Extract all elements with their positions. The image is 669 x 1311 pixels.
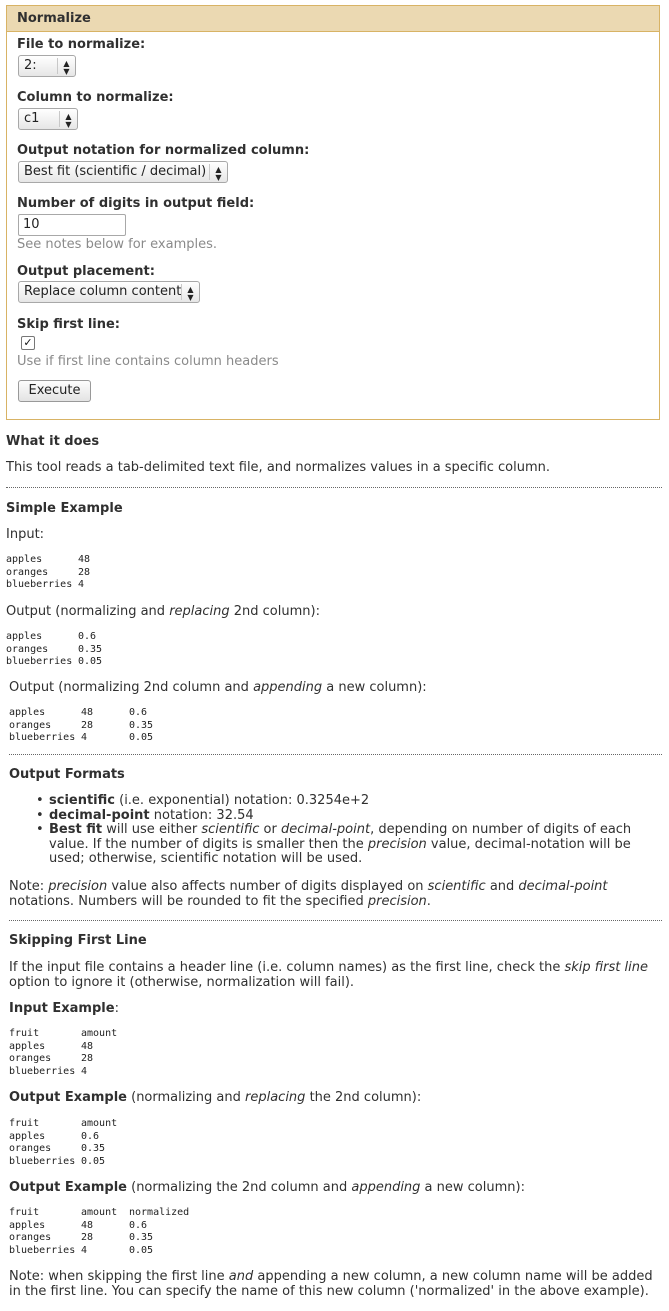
note-emphasis: decimal-point [518, 879, 608, 894]
caption-text: the 2nd column): [305, 1090, 422, 1105]
simple-example-heading: Simple Example [6, 501, 123, 516]
format-emphasis: scientific [201, 822, 260, 838]
caption-bold: Input Example [9, 1001, 115, 1016]
precision-note [9, 879, 664, 909]
code-cell: 28 [81, 1053, 94, 1065]
code-cell: amount [81, 1118, 118, 1129]
code-cell: 0.6 [81, 1130, 100, 1142]
select-arrows-icon: ▲ ▼ [181, 284, 199, 300]
code-cell: 0.05 [129, 732, 154, 744]
format-emphasis: decimal-point [280, 822, 371, 838]
code-cell: 0.35 [81, 1143, 106, 1155]
note-text: . [426, 894, 431, 909]
note-emphasis: precision [367, 894, 427, 909]
caption-bold: Output Example [9, 1090, 127, 1105]
code-cell: blueberries [9, 1245, 76, 1257]
code-cell: blueberries [9, 1066, 76, 1078]
note-text: and [485, 879, 519, 894]
note-emphasis: and [228, 1269, 254, 1284]
code-cell: 4 [81, 1245, 88, 1257]
note-text: notations. Numbers will be rounded to fit the specified [9, 894, 368, 909]
column-select[interactable] [18, 108, 78, 130]
caption-text: Output (normalizing and [6, 604, 170, 619]
input-example-caption [9, 1001, 119, 1016]
tool-form-panel [6, 5, 660, 420]
code-cell: fruit [9, 1028, 40, 1039]
select-arrows-icon: ▲ ▼ [59, 111, 77, 127]
code-cell: oranges [6, 643, 49, 655]
format-item-decimal [49, 809, 664, 824]
format-desc: value, decimal-notation will be used; otherwise, scientific notation will be used. [49, 836, 631, 867]
column-select-value: c1 [24, 111, 40, 126]
input-label: Input: [6, 527, 45, 542]
format-item-scientific [49, 794, 664, 809]
code-cell: 0.35 [129, 1232, 154, 1244]
divider [9, 920, 662, 921]
code-cell: 0.6 [129, 707, 148, 718]
note-text: appending a new column, a new column name will be added in the first line. You can specify the name of this new column ('normalized' in the above example). [9, 1269, 653, 1299]
skip-label: Skip first line: [17, 317, 121, 332]
caption-text: (normalizing and [126, 1090, 245, 1105]
format-term: decimal-point [49, 807, 150, 823]
code-cell: 4 [78, 579, 85, 591]
code-cell: 0.6 [129, 1219, 148, 1231]
format-term: Best fit [49, 822, 103, 838]
code-cell: 0.35 [129, 719, 154, 731]
file-select-value: 2: [24, 58, 37, 73]
placement-select[interactable] [18, 281, 200, 303]
column-label: Column to normalize: [17, 90, 174, 105]
caption-emphasis: replacing [169, 604, 230, 619]
skip-checkbox[interactable] [21, 336, 35, 350]
format-emphasis: precision [367, 836, 427, 852]
caption-emphasis: appending [253, 680, 323, 695]
execute-button[interactable]: Execute [18, 380, 91, 402]
digits-label: Number of digits in output field: [17, 196, 255, 211]
code-cell: apples [9, 707, 46, 718]
format-term: scientific [49, 793, 115, 808]
code-cell: blueberries [9, 1156, 76, 1168]
skip-emphasis: skip first line [564, 960, 648, 975]
skip-help: Use if first line contains column headers [17, 354, 279, 369]
output-example1-caption [9, 1090, 421, 1105]
code-cell: apples [6, 631, 43, 642]
note-emphasis: precision [48, 879, 108, 894]
select-arrows-icon: ▲ ▼ [57, 58, 75, 74]
caption-text: (normalizing the 2nd column and [126, 1180, 352, 1195]
caption-text: Output (normalizing 2nd column and [9, 680, 254, 695]
caption-bold: Output Example [9, 1180, 127, 1195]
output-example2-caption [9, 1180, 525, 1195]
digits-input[interactable]: 10 [18, 214, 126, 236]
skip-text: If the input file contains a header line (i.e. column names) as the first line, check the [9, 960, 565, 975]
what-it-does-heading: What it does [6, 434, 100, 449]
code-cell: 28 [81, 719, 94, 731]
format-desc: or [259, 822, 281, 838]
format-desc: (i.e. exponential) notation: 0.3254e+2 [114, 793, 370, 808]
code-cell: 0.35 [78, 643, 103, 655]
code-cell: 4 [81, 1066, 88, 1078]
code-cell: normalized [129, 1207, 190, 1218]
code-cell: blueberries [6, 656, 73, 668]
code-cell: apples [9, 1130, 46, 1142]
code-cell: oranges [9, 1053, 52, 1065]
divider [9, 754, 662, 755]
code-cell: 0.05 [81, 1156, 106, 1168]
notation-select[interactable] [18, 161, 228, 183]
select-arrows-icon: ▲ ▼ [209, 164, 227, 180]
caption-text: 2nd column): [229, 604, 320, 619]
placement-select-value: Replace column content [24, 284, 182, 299]
code-cell: 0.6 [78, 631, 97, 642]
code-cell: 48 [78, 554, 91, 565]
output1-caption [6, 604, 320, 619]
code-cell: apples [6, 554, 43, 565]
skip-append-note [9, 1269, 664, 1299]
code-cell: apples [9, 1040, 46, 1052]
caption-text: a new column): [322, 680, 427, 695]
formats-list [49, 794, 664, 867]
skip-text: option to ignore it (otherwise, normalization will fail). [9, 975, 355, 990]
skipping-heading: Skipping First Line [9, 933, 147, 948]
code-cell: blueberries [9, 732, 76, 744]
code-cell: 48 [81, 707, 94, 718]
note-text: Note: when skipping the first line [9, 1269, 229, 1284]
code-cell: fruit [9, 1118, 40, 1129]
code-cell: 0.05 [129, 1245, 154, 1257]
divider [6, 487, 662, 488]
code-cell: oranges [9, 719, 52, 731]
format-desc: notation: 32.54 [149, 807, 254, 823]
code-cell: blueberries [6, 579, 73, 591]
note-text: value also affects number of digits displayed on [107, 879, 428, 894]
code-cell: 28 [81, 1232, 94, 1244]
code-cell: 4 [81, 732, 88, 744]
notation-label: Output notation for normalized column: [17, 143, 310, 158]
code-cell: 48 [81, 1040, 94, 1052]
code-cell: oranges [9, 1143, 52, 1155]
code-cell: oranges [9, 1232, 52, 1244]
code-cell: fruit [9, 1207, 40, 1218]
code-cell: 28 [78, 566, 91, 578]
file-select[interactable] [18, 55, 76, 77]
output2-caption [9, 680, 427, 695]
placement-label: Output placement: [17, 264, 155, 279]
format-desc: , depending on number of digits of each value. If the number of digits is smaller then the [49, 822, 632, 852]
caption-emphasis: appending [351, 1180, 421, 1195]
what-it-does-text: This tool reads a tab-delimited text file, and normalizes values in a specific column. [6, 460, 551, 475]
checkmark-icon: ✓ [23, 336, 33, 349]
code-cell: apples [9, 1219, 46, 1231]
skipping-text [9, 960, 664, 990]
file-label: File to normalize: [17, 37, 146, 52]
caption-text: a new column): [420, 1180, 525, 1195]
digits-help: See notes below for examples. [17, 237, 218, 252]
code-cell: 0.05 [78, 656, 103, 668]
code-cell: amount [81, 1028, 118, 1039]
caption-text: : [114, 1001, 119, 1016]
code-cell: 48 [81, 1219, 94, 1231]
panel-title: Normalize [7, 6, 659, 32]
format-item-bestfit [49, 823, 664, 867]
output-formats-heading: Output Formats [9, 767, 125, 782]
code-cell: amount [81, 1207, 118, 1218]
caption-emphasis: replacing [245, 1090, 306, 1105]
code-cell: oranges [6, 566, 49, 578]
format-desc: will use either [102, 822, 202, 838]
notation-select-value: Best fit (scientific / decimal) [24, 164, 207, 179]
note-emphasis: scientific [427, 879, 486, 894]
note-text: Note: [9, 879, 49, 894]
